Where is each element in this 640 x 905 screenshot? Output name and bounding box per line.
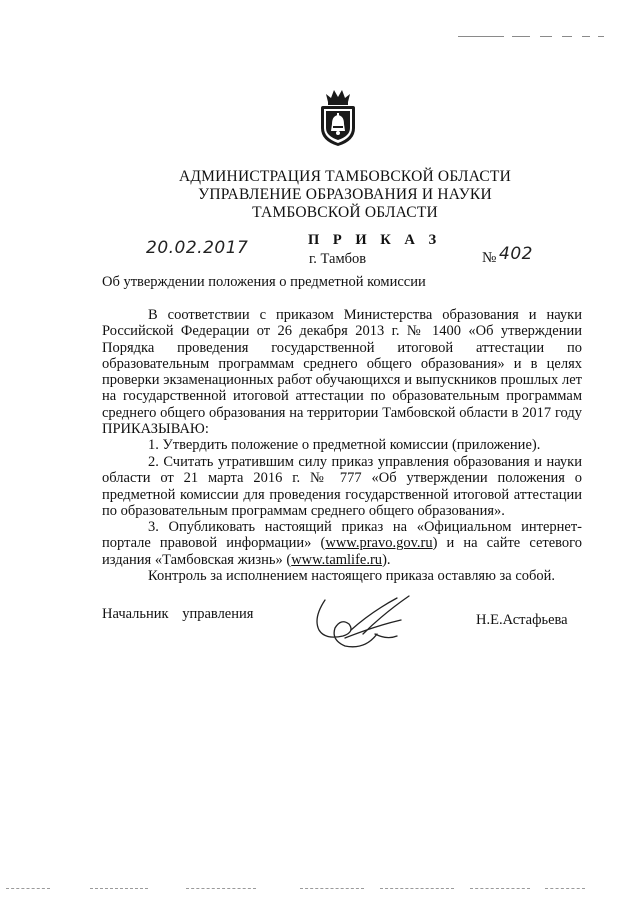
scan-mark	[512, 36, 530, 37]
order-date: 20.02.2017	[146, 238, 249, 258]
header-line-3: ТАМБОВСКОЙ ОБЛАСТИ	[252, 204, 438, 221]
order-subject: Об утверждении положения о предметной комиссии	[102, 274, 426, 290]
order-number: 402	[499, 244, 533, 264]
scan-mark	[598, 36, 604, 37]
pravo-link[interactable]: www.pravo.gov.ru	[325, 535, 433, 552]
signatory-name: Н.Е.Астафьева	[476, 612, 568, 628]
control-clause: Контроль за исполнением настоящего приказа оставляю за собой.	[148, 568, 556, 584]
coat-of-arms-icon	[318, 86, 358, 148]
scan-mark	[300, 888, 364, 890]
tamlife-link[interactable]: www.tamlife.ru	[291, 551, 383, 568]
order-item-3	[102, 519, 582, 568]
item-3-text-1: 3. Опубликовать настоящий приказ на «Официальном интернет-портале правовой информации» (	[102, 519, 582, 552]
scan-mark	[186, 888, 256, 890]
signatory-position: Начальник управления	[102, 606, 254, 622]
scan-mark	[582, 36, 590, 37]
order-number-label: №	[482, 250, 497, 266]
order-item-2: 2. Считать утратившим силу приказ управления образования и науки области от 21 марта 2016 г. № 777 «Об утверждении положения о предметной комиссии для проведения государственной итоговой аттестации по образовательным программам среднего общего образования».	[102, 454, 582, 519]
item-3-text-3: ).	[382, 551, 391, 568]
order-item-1: 1. Утвердить положение о предметной комиссии (приложение).	[148, 437, 541, 453]
header-line-1: АДМИНИСТРАЦИЯ ТАМБОВСКОЙ ОБЛАСТИ	[179, 168, 511, 185]
scan-mark	[562, 36, 572, 37]
scan-mark	[458, 36, 504, 37]
decree-word: ПРИКАЗЫВАЮ:	[102, 421, 209, 438]
handwritten-signature	[305, 590, 425, 652]
order-city: г. Тамбов	[309, 251, 367, 267]
scan-mark	[90, 888, 148, 890]
scan-mark	[540, 36, 552, 37]
preamble-text: В соответствии с приказом Министерства образования и науки Российской Федерации от 26 декабря 2013 г. № 1400 «Об утверждении Порядка проведения государственной итоговой аттестации по образовательным программам среднего общего образования» и в целях проверки экзаменационных работ обучающихся и выпускников прошлых лет на государственной итоговой аттестации по образовательным программам среднего общего образования на территории Тамбовской области в 2017 году	[102, 307, 582, 421]
item-3-text-2: ) и на сайте сетевого издания «Тамбовская жизнь» (	[102, 535, 582, 568]
scan-mark	[470, 888, 530, 890]
scan-mark	[6, 888, 50, 890]
scan-mark	[380, 888, 454, 890]
order-title: П Р И К А З	[308, 232, 442, 248]
scan-mark	[545, 888, 585, 890]
preamble-paragraph	[102, 307, 582, 437]
header-line-2: УПРАВЛЕНИЕ ОБРАЗОВАНИЯ И НАУКИ	[198, 186, 492, 203]
